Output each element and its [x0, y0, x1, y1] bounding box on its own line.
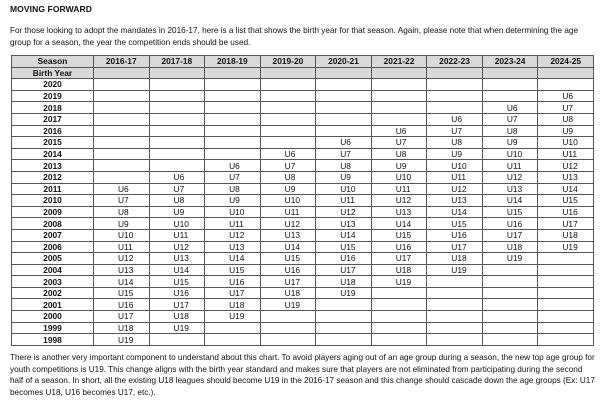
table-row — [12, 264, 594, 276]
birth-year-header-blank — [205, 67, 261, 79]
season-header-cell: 2019-20 — [260, 56, 316, 68]
age-group-cell — [427, 334, 483, 346]
age-group-cell: U17 — [538, 218, 594, 230]
age-group-cell — [205, 102, 261, 114]
age-group-cell: U17 — [94, 311, 150, 323]
age-group-cell — [482, 322, 538, 334]
table-row — [12, 125, 594, 137]
age-group-cell: U16 — [538, 206, 594, 218]
season-header-label: Season — [12, 56, 94, 68]
age-group-cell: U19 — [371, 276, 427, 288]
table-row — [12, 160, 594, 172]
age-group-cell — [205, 79, 261, 91]
age-group-cell: U9 — [149, 206, 205, 218]
birth-year-cell: 2020 — [12, 79, 94, 91]
birth-year-cell: 2017 — [12, 113, 94, 125]
birth-year-header-blank — [538, 67, 594, 79]
age-group-cell — [371, 113, 427, 125]
age-group-cell: U12 — [260, 218, 316, 230]
age-group-cell — [538, 299, 594, 311]
age-group-cell: U10 — [94, 229, 150, 241]
intro-paragraph: For those looking to adopt the mandates in 2016-17, here is a list that shows the birth year for that season. Again, please note that when determining the age group for a season, the year the competition ends should be used. — [10, 26, 579, 47]
age-group-cell — [149, 334, 205, 346]
table-row — [12, 195, 594, 207]
birth-year-header-blank — [260, 67, 316, 79]
age-group-cell — [482, 79, 538, 91]
age-group-cell: U13 — [205, 241, 261, 253]
age-group-cell — [482, 276, 538, 288]
age-group-cell: U17 — [316, 264, 372, 276]
age-group-cell: U9 — [316, 171, 372, 183]
birth-year-header-blank — [149, 67, 205, 79]
age-group-cell — [538, 287, 594, 299]
age-group-cell: U8 — [538, 113, 594, 125]
age-group-cell — [538, 311, 594, 323]
birth-year-cell: 2005 — [12, 253, 94, 265]
birth-year-header-blank — [94, 67, 150, 79]
age-group-cell — [94, 160, 150, 172]
age-group-cell: U19 — [149, 322, 205, 334]
age-group-cell: U18 — [149, 311, 205, 323]
age-group-cell: U10 — [482, 148, 538, 160]
table-row — [12, 90, 594, 102]
age-group-cell: U18 — [260, 287, 316, 299]
age-group-cell — [94, 125, 150, 137]
age-group-cell: U7 — [260, 160, 316, 172]
age-group-cell — [94, 137, 150, 149]
age-group-cell: U6 — [94, 183, 150, 195]
age-group-cell — [149, 125, 205, 137]
age-group-cell: U15 — [316, 241, 372, 253]
age-group-cell: U17 — [149, 299, 205, 311]
age-group-cell — [260, 322, 316, 334]
age-group-cell — [260, 113, 316, 125]
age-group-cell: U11 — [260, 206, 316, 218]
age-group-cell — [260, 334, 316, 346]
age-group-cell: U12 — [482, 171, 538, 183]
age-group-cell: U17 — [482, 229, 538, 241]
age-group-cell — [371, 299, 427, 311]
age-group-cell — [205, 90, 261, 102]
age-group-cell: U15 — [260, 253, 316, 265]
birth-year-cell: 2000 — [12, 311, 94, 323]
age-group-cell: U12 — [538, 160, 594, 172]
age-group-cell: U12 — [205, 229, 261, 241]
birth-year-cell: 2012 — [12, 171, 94, 183]
age-group-cell: U6 — [427, 113, 483, 125]
age-group-cell: U6 — [149, 171, 205, 183]
age-group-cell: U14 — [205, 253, 261, 265]
age-group-cell: U16 — [149, 287, 205, 299]
table-row — [12, 218, 594, 230]
birth-year-cell: 2011 — [12, 183, 94, 195]
outro-paragraph: There is another very important component to understand about this chart. To avoid players aging out of an age group during a season, the new top age group for youth competitions is U19. This change aligns with the birth year standard and makes sure that players are not eliminated from participating during the second half of a season. In short, all the existing U18 leagues should become U19 in the 2016-17 season and this change should cascade down the age groups (Ex: U17 becomes U18, U16 becomes U17, etc.). — [10, 353, 595, 397]
season-header-cell: 2018-19 — [205, 56, 261, 68]
age-group-cell — [538, 264, 594, 276]
age-group-cell — [205, 148, 261, 160]
age-group-cell: U9 — [205, 195, 261, 207]
age-group-cell: U13 — [94, 264, 150, 276]
age-group-cell — [316, 322, 372, 334]
age-group-cell: U16 — [205, 276, 261, 288]
age-group-cell — [316, 113, 372, 125]
age-group-cell: U19 — [260, 299, 316, 311]
age-group-cell — [260, 102, 316, 114]
age-group-cell — [371, 79, 427, 91]
age-group-cell — [427, 287, 483, 299]
age-group-cell: U18 — [482, 241, 538, 253]
table-row — [12, 276, 594, 288]
birth-year-header-blank — [371, 67, 427, 79]
age-group-cell: U7 — [316, 148, 372, 160]
age-group-cell: U9 — [371, 160, 427, 172]
age-group-cell — [94, 171, 150, 183]
age-group-cell: U9 — [260, 183, 316, 195]
birth-year-cell: 1998 — [12, 334, 94, 346]
age-group-cell: U6 — [205, 160, 261, 172]
age-group-cell: U7 — [94, 195, 150, 207]
birth-year-cell: 2006 — [12, 241, 94, 253]
age-group-cell: U13 — [482, 183, 538, 195]
age-group-cell: U10 — [538, 137, 594, 149]
age-group-cell: U6 — [316, 137, 372, 149]
age-group-cell: U15 — [427, 218, 483, 230]
age-group-cell: U8 — [149, 195, 205, 207]
birth-year-cell: 2015 — [12, 137, 94, 149]
age-group-cell: U15 — [94, 287, 150, 299]
age-group-cell: U19 — [482, 253, 538, 265]
age-group-cell — [316, 311, 372, 323]
season-header-cell: 2020-21 — [316, 56, 372, 68]
age-group-cell: U19 — [316, 287, 372, 299]
age-group-cell — [427, 79, 483, 91]
age-group-cell: U8 — [482, 125, 538, 137]
table-row — [12, 299, 594, 311]
table-row — [12, 183, 594, 195]
age-group-cell — [482, 264, 538, 276]
table-row — [12, 229, 594, 241]
age-group-cell: U8 — [427, 137, 483, 149]
age-group-cell — [482, 287, 538, 299]
age-group-cell — [205, 322, 261, 334]
age-group-cell: U10 — [316, 183, 372, 195]
birth-year-cell: 1999 — [12, 322, 94, 334]
age-group-cell: U9 — [427, 148, 483, 160]
age-group-cell: U13 — [538, 171, 594, 183]
age-group-cell — [316, 102, 372, 114]
birth-year-cell: 2003 — [12, 276, 94, 288]
age-group-cell: U16 — [371, 241, 427, 253]
age-group-cell — [482, 299, 538, 311]
age-group-cell: U7 — [371, 137, 427, 149]
birth-year-header-blank — [316, 67, 372, 79]
birth-year-table — [11, 55, 594, 346]
age-group-cell: U15 — [482, 206, 538, 218]
age-group-cell: U11 — [316, 195, 372, 207]
age-group-cell: U14 — [371, 218, 427, 230]
age-group-cell — [316, 125, 372, 137]
age-group-cell: U11 — [482, 160, 538, 172]
age-group-cell — [371, 102, 427, 114]
age-group-cell: U9 — [538, 125, 594, 137]
age-group-cell — [371, 334, 427, 346]
table-row — [12, 334, 594, 346]
age-group-cell — [94, 79, 150, 91]
age-group-cell: U13 — [260, 229, 316, 241]
table-row — [12, 322, 594, 334]
age-group-cell: U19 — [205, 311, 261, 323]
age-group-cell — [427, 90, 483, 102]
age-group-cell: U14 — [316, 229, 372, 241]
age-group-cell: U14 — [538, 183, 594, 195]
age-group-cell — [149, 160, 205, 172]
age-group-cell — [371, 311, 427, 323]
birth-year-cell: 2004 — [12, 264, 94, 276]
age-group-cell: U14 — [149, 264, 205, 276]
age-group-cell: U19 — [538, 241, 594, 253]
age-group-cell — [260, 311, 316, 323]
age-group-cell: U6 — [260, 148, 316, 160]
age-group-cell: U11 — [205, 218, 261, 230]
age-group-cell — [149, 137, 205, 149]
age-group-cell: U16 — [260, 264, 316, 276]
age-group-cell: U18 — [316, 276, 372, 288]
age-group-cell — [316, 299, 372, 311]
age-group-cell: U8 — [260, 171, 316, 183]
age-group-cell: U8 — [94, 206, 150, 218]
age-group-cell — [538, 322, 594, 334]
age-group-cell: U6 — [371, 125, 427, 137]
age-group-cell — [94, 113, 150, 125]
table-row — [12, 253, 594, 265]
age-group-cell: U15 — [205, 264, 261, 276]
age-group-cell: U16 — [427, 229, 483, 241]
age-group-cell: U10 — [205, 206, 261, 218]
age-group-cell: U19 — [427, 264, 483, 276]
table-row — [12, 79, 594, 91]
table-row — [12, 311, 594, 323]
table-body — [12, 67, 594, 345]
age-group-cell — [94, 148, 150, 160]
age-group-cell — [538, 79, 594, 91]
age-group-cell — [538, 253, 594, 265]
age-group-cell — [316, 79, 372, 91]
age-group-cell: U14 — [260, 241, 316, 253]
age-group-cell: U10 — [149, 218, 205, 230]
age-group-cell: U19 — [94, 334, 150, 346]
birth-year-label: Birth Year — [12, 67, 94, 79]
birth-year-cell: 2013 — [12, 160, 94, 172]
age-group-cell — [94, 102, 150, 114]
age-group-cell — [482, 90, 538, 102]
age-group-cell — [260, 125, 316, 137]
age-group-cell — [427, 322, 483, 334]
age-group-cell: U14 — [427, 206, 483, 218]
birth-year-cell: 2016 — [12, 125, 94, 137]
age-group-cell: U17 — [205, 287, 261, 299]
age-group-cell: U12 — [94, 253, 150, 265]
birth-year-cell: 2007 — [12, 229, 94, 241]
birth-year-cell: 2014 — [12, 148, 94, 160]
age-group-cell: U14 — [482, 195, 538, 207]
age-group-cell: U6 — [482, 102, 538, 114]
birth-year-cell: 2018 — [12, 102, 94, 114]
birth-year-header-row — [12, 67, 594, 79]
age-group-cell: U6 — [538, 90, 594, 102]
section-heading: MOVING FORWARD — [10, 4, 92, 14]
age-group-cell: U15 — [538, 195, 594, 207]
age-group-cell — [94, 90, 150, 102]
age-group-cell: U7 — [205, 171, 261, 183]
age-group-cell — [149, 79, 205, 91]
age-group-cell — [260, 137, 316, 149]
age-group-cell: U18 — [427, 253, 483, 265]
birth-year-header-blank — [482, 67, 538, 79]
age-group-cell — [316, 334, 372, 346]
season-header-cell: 2023-24 — [482, 56, 538, 68]
age-group-cell: U12 — [316, 206, 372, 218]
age-group-cell: U10 — [427, 160, 483, 172]
age-group-cell: U8 — [316, 160, 372, 172]
age-group-cell — [371, 287, 427, 299]
age-group-cell — [149, 148, 205, 160]
table-row — [12, 171, 594, 183]
age-group-cell — [149, 90, 205, 102]
age-group-cell: U15 — [371, 229, 427, 241]
table-row — [12, 148, 594, 160]
age-group-cell: U18 — [371, 264, 427, 276]
age-group-cell: U18 — [538, 229, 594, 241]
age-group-cell — [538, 334, 594, 346]
table-row — [12, 137, 594, 149]
age-group-cell: U8 — [371, 148, 427, 160]
age-group-cell: U7 — [427, 125, 483, 137]
age-group-cell: U9 — [482, 137, 538, 149]
age-group-cell: U8 — [205, 183, 261, 195]
age-group-cell — [538, 276, 594, 288]
age-group-cell: U12 — [149, 241, 205, 253]
birth-year-cell: 2001 — [12, 299, 94, 311]
age-group-cell: U7 — [482, 113, 538, 125]
age-group-cell: U11 — [371, 183, 427, 195]
age-group-cell: U17 — [427, 241, 483, 253]
age-group-cell: U10 — [371, 171, 427, 183]
age-group-cell: U7 — [149, 183, 205, 195]
age-group-cell — [427, 102, 483, 114]
age-group-cell: U13 — [316, 218, 372, 230]
age-group-cell — [316, 90, 372, 102]
age-group-cell: U11 — [94, 241, 150, 253]
table-row — [12, 287, 594, 299]
age-group-cell: U16 — [316, 253, 372, 265]
season-header-cell: 2017-18 — [149, 56, 205, 68]
season-header-cell: 2016-17 — [94, 56, 150, 68]
age-group-cell — [260, 90, 316, 102]
age-group-cell — [371, 90, 427, 102]
age-group-cell: U13 — [371, 206, 427, 218]
age-group-cell — [260, 79, 316, 91]
birth-year-header-blank — [427, 67, 483, 79]
age-group-cell — [427, 299, 483, 311]
age-group-cell: U7 — [538, 102, 594, 114]
age-group-cell: U12 — [371, 195, 427, 207]
birth-year-cell: 2008 — [12, 218, 94, 230]
age-group-cell: U11 — [538, 148, 594, 160]
age-group-cell: U17 — [371, 253, 427, 265]
age-group-cell — [427, 276, 483, 288]
birth-year-cell: 2002 — [12, 287, 94, 299]
age-group-cell — [205, 137, 261, 149]
table-row — [12, 102, 594, 114]
age-group-cell: U12 — [427, 183, 483, 195]
age-group-cell: U11 — [149, 229, 205, 241]
table-row — [12, 113, 594, 125]
season-header-cell: 2024-25 — [538, 56, 594, 68]
age-group-cell — [482, 334, 538, 346]
season-header-cell: 2021-22 — [371, 56, 427, 68]
age-group-cell: U18 — [205, 299, 261, 311]
season-header-cell: 2022-23 — [427, 56, 483, 68]
season-header-row — [12, 56, 594, 68]
table-row — [12, 206, 594, 218]
age-group-cell: U15 — [149, 276, 205, 288]
age-group-cell — [149, 102, 205, 114]
age-group-cell — [205, 334, 261, 346]
age-group-cell: U9 — [94, 218, 150, 230]
age-group-cell: U14 — [94, 276, 150, 288]
birth-year-cell: 2010 — [12, 195, 94, 207]
birth-year-cell: 2009 — [12, 206, 94, 218]
age-group-cell: U11 — [427, 171, 483, 183]
age-group-cell — [149, 113, 205, 125]
age-group-cell: U13 — [427, 195, 483, 207]
age-group-cell: U13 — [149, 253, 205, 265]
age-group-cell — [482, 311, 538, 323]
age-group-cell — [205, 113, 261, 125]
age-group-cell: U16 — [94, 299, 150, 311]
age-group-cell: U16 — [482, 218, 538, 230]
age-group-cell — [427, 311, 483, 323]
birth-year-cell: 2019 — [12, 90, 94, 102]
age-group-cell — [205, 125, 261, 137]
table-row — [12, 241, 594, 253]
age-group-cell: U10 — [260, 195, 316, 207]
age-group-cell: U17 — [260, 276, 316, 288]
age-group-cell: U18 — [94, 322, 150, 334]
age-group-cell — [371, 322, 427, 334]
